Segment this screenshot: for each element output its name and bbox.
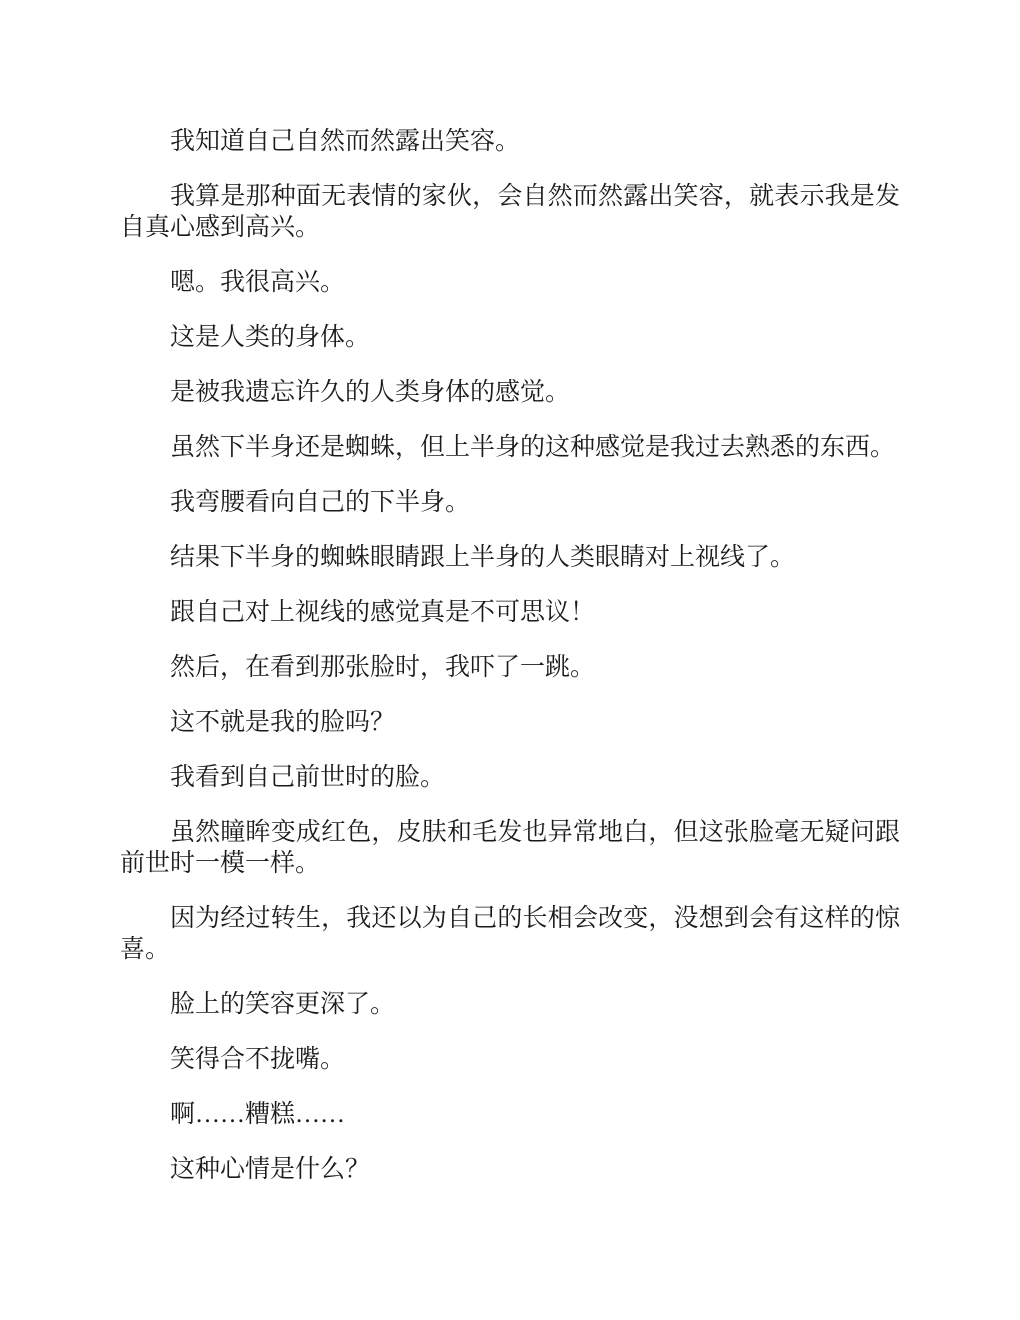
paragraph: 嗯。我很高兴。 xyxy=(170,269,346,296)
paragraph: 这是人类的身体。 xyxy=(170,324,371,351)
paragraph: 我弯腰看向自己的下半身。 xyxy=(170,489,471,516)
paragraph: 这种心情是什么？ xyxy=(170,1156,371,1183)
paragraph: 虽然瞳眸变成红色，皮肤和毛发也异常地白，但这张脸毫无疑问跟前世时一模一样。 xyxy=(120,819,900,877)
paragraph: 是被我遗忘许久的人类身体的感觉。 xyxy=(170,379,571,406)
paragraph: 虽然下半身还是蜘蛛，但上半身的这种感觉是我过去熟悉的东西。 xyxy=(170,434,896,461)
paragraph: 结果下半身的蜘蛛眼睛跟上半身的人类眼睛对上视线了。 xyxy=(170,544,796,571)
paragraph: 笑得合不拢嘴。 xyxy=(170,1046,346,1073)
paragraph: 跟自己对上视线的感觉真是不可思议！ xyxy=(170,599,596,626)
paragraph: 我知道自己自然而然露出笑容。 xyxy=(170,128,521,155)
paragraph: 这不就是我的脸吗？ xyxy=(170,709,396,736)
paragraph: 我算是那种面无表情的家伙，会自然而然露出笑容，就表示我是发自真心感到高兴。 xyxy=(120,183,900,241)
paragraph: 然后，在看到那张脸时，我吓了一跳。 xyxy=(170,654,596,681)
paragraph: 脸上的笑容更深了。 xyxy=(170,991,396,1018)
paragraph: 啊……糟糕…… xyxy=(170,1101,346,1128)
paragraph: 因为经过转生，我还以为自己的长相会改变，没想到会有这样的惊喜。 xyxy=(120,905,900,963)
paragraph: 我看到自己前世时的脸。 xyxy=(170,764,446,791)
